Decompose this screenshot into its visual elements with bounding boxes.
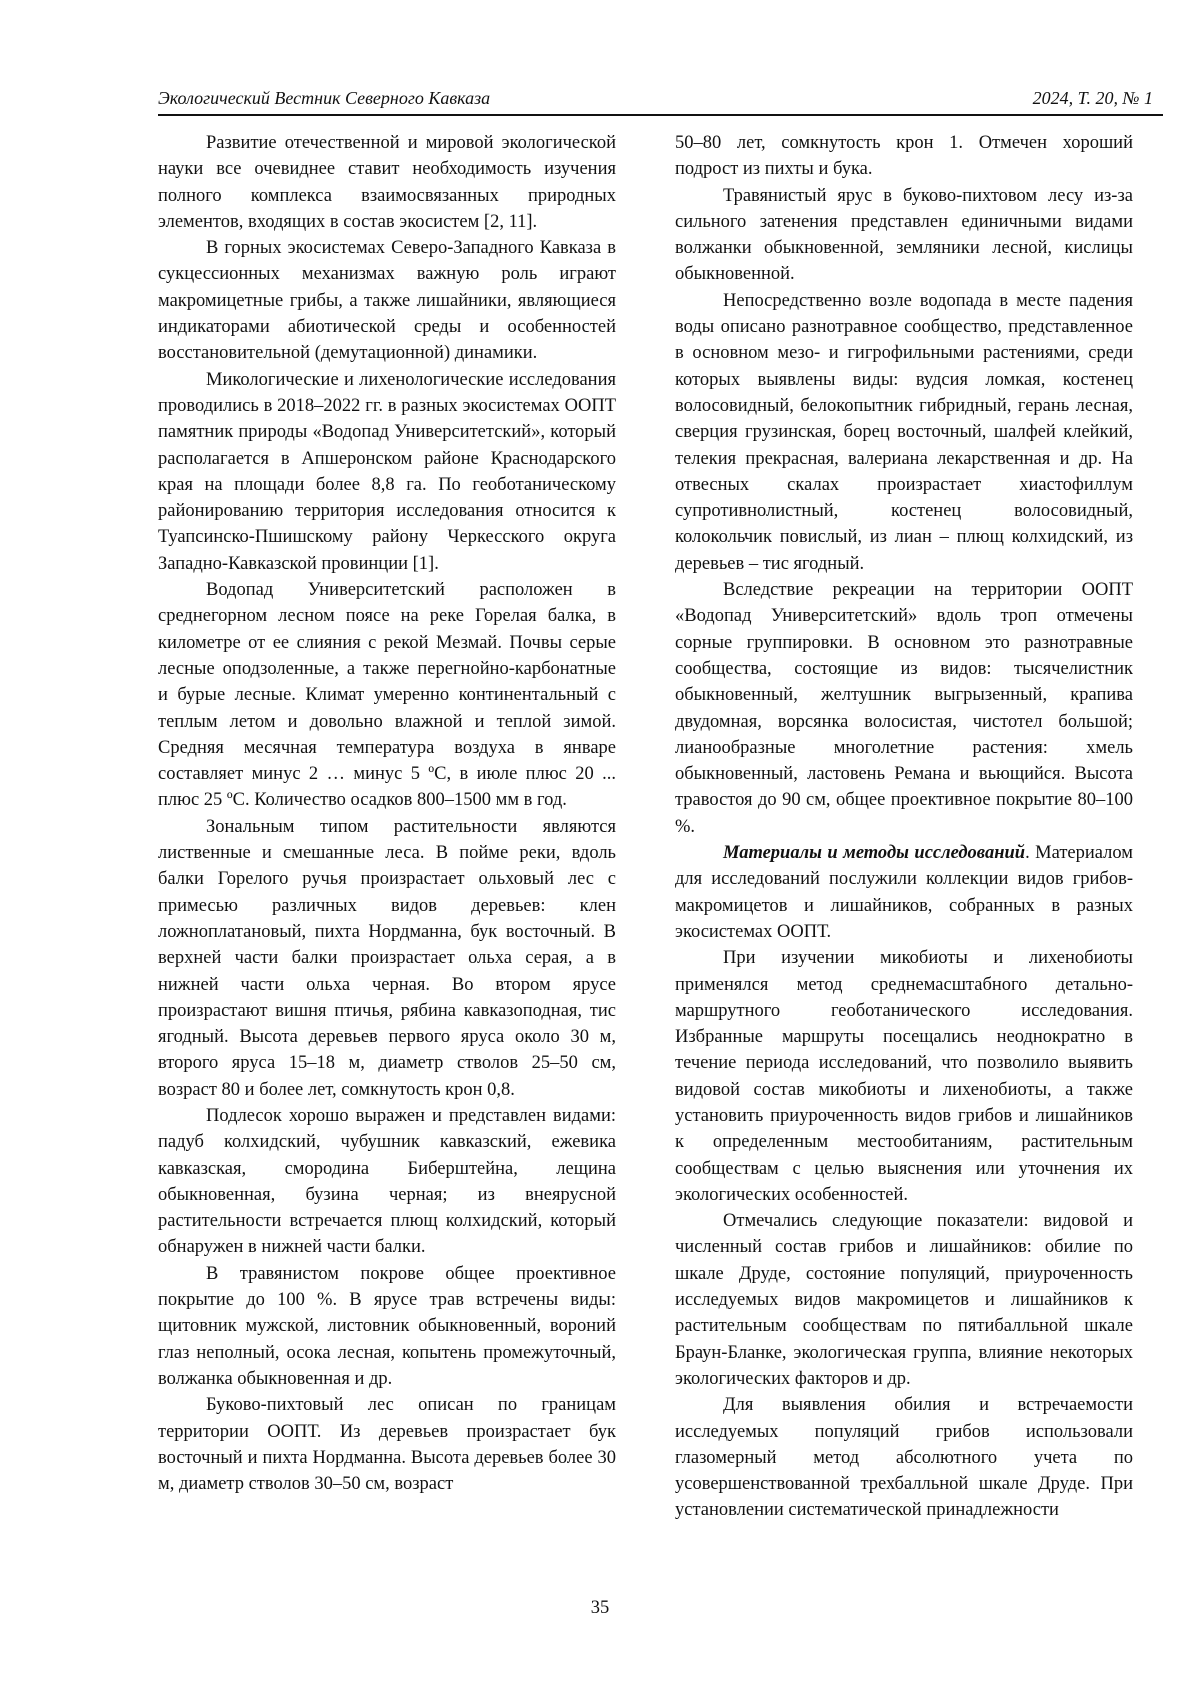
journal-title: Экологический Вестник Северного Кавказа xyxy=(158,88,491,108)
paragraph: Подлесок хорошо выражен и представлен видами: падуб колхидский, чубушник кавказский, ежевика кавказская, смородина Биберштейна, лещина обыкновенная, бузина черная; из внеярусной растительности встречается плющ колхидский, который обнаружен в нижней части балки. xyxy=(158,1105,616,1258)
paragraph: Отмечались следующие показатели: видовой и численный состав грибов и лишайников: обилие по шкале Друде, состояние популяций, приуроченность исследуемых видов макромицетов и лишайников к растительным сообществам по пятибалльной шкале Браун-Бланке, экологическая группа, влияние некоторых экологических факторов и др. xyxy=(675,1211,1133,1389)
paragraph: Буково-пихтовый лес описан по границам территории ООПТ. Из деревьев произрастает бук восточный и пихта Нордманна. Высота деревьев более 30 м, диаметр стволов 30–50 см, возраст xyxy=(158,1395,616,1495)
methods-paragraph xyxy=(675,840,1133,945)
running-header xyxy=(158,84,1163,116)
paragraph: Непосредственно возле водопада в месте падения воды описано разнотравное сообщество, представленное в основном мезо- и гигрофильными растениями, среди которых выявлены виды: вудсия ломкая, костенец волосовидный, белокопытник гибридный, герань лесная, сверция грузинская, борец восточный, шалфей клейкий, телекия прекрасная, валериана лекарственная и др. На отвесных скалах произрастает хиастофиллум супротивнолистный, костенец волосовидный, колокольчик повислый, из лиан – плющ колхидский, из деревьев – тис ягодный. xyxy=(675,290,1133,574)
page-number: 35 xyxy=(590,1598,610,1618)
paragraph: В травянистом покрове общее проективное покрытие до 100 %. В ярусе трав встречены виды: щитовник мужской, листовник обыкновенный, вороний глаз неполный, осока лесная, копытень промежуточный, волжанка обыкновенная и др. xyxy=(158,1263,616,1389)
paragraph: Вследствие рекреации на территории ООПТ «Водопад Университетский» вдоль троп отмечены сорные группировки. В основном это разнотравные сообщества, состоящие из видов: тысячелистник обыкновенный, желтушник выгрызенный, крапива двудомная, ворсянка волосистая, чистотел большой; лианообразные многолетние растения: хмель обыкновенный, ластовень Ремана и вьющийся. Высота травостоя до 90 см, общее проективное покрытие 80–100 %. xyxy=(675,580,1133,837)
paragraph: Водопад Университетский расположен в среднегорном лесном поясе на реке Горелая балка, в километре от ее слияния с рекой Мезмай. Почвы серые лесные оподзоленные, а также перегнойно-карбонатные и бурые лесные. Климат умеренно континентальный с теплым летом и довольно влажной и теплой зимой. Средняя месячная температура воздуха в январе составляет минус 2 … минус 5 ºС, в июле плюс 20 ... плюс 25 ºС. Количество осадков 800–1500 мм в год. xyxy=(158,580,616,811)
paragraph: При изучении микобиоты и лихенобиоты применялся метод среднемасштабного детально-маршрутного геоботанического исследования. Избранные маршруты посещались неоднократно в течение периода исследований, что позволило выявить видовой состав микобиоты и лихенобиоты, а также установить приуроченность видов грибов и лишайников к определенным местообитаниям, растительным сообществам с целью выяснения или уточнения их экологических особенностей. xyxy=(675,948,1133,1205)
left-column xyxy=(158,130,616,1497)
right-column xyxy=(675,130,1133,1524)
paragraph: Микологические и лихенологические исследования проводились в 2018–2022 гг. в разных экосистемах ООПТ памятник природы «Водопад Университетский», который располагается в Апшеронском районе Краснодарского края на площади более 8,8 га. По геоботаническому районированию территория исследования относится к Туапсинско-Пшишскому району Черкесского округа Западно-Кавказской провинции [1]. xyxy=(158,369,616,574)
issue-info: 2024, Т. 20, № 1 xyxy=(1032,88,1153,108)
paragraph: Для выявления обилия и встречаемости исследуемых популяций грибов использовали глазомерный метод абсолютного учета по усовершенствованной трехбалльной шкале Друде. При установлении систематической принадлежности xyxy=(675,1395,1133,1521)
paragraph: Развитие отечественной и мировой экологической науки все очевиднее ставит необходимость изучения полного комплекса взаимосвязанных природных элементов, входящих в состав экосистем [2, 11]. xyxy=(158,133,616,232)
paragraph: Зональным типом растительности являются лиственные и смешанные леса. В пойме реки, вдоль балки Горелого ручья произрастает ольховый лес с примесью различных видов деревьев: клен ложноплатановый, пихта Нордманна, бук восточный. В верхней части балки произрастает ольха серая, а в нижней части ольха черная. Во втором ярусе произрастают вишня птичья, рябина кавказоподная, тис ягодный. Высота деревьев первого яруса около 30 м, второго яруса 15–18 м, диаметр стволов 25–50 см, возраст 80 и более лет, сомкнутость крон 0,8. xyxy=(158,816,616,1100)
methods-text: . Материалом для исследований послужили коллекции видов грибов-макромицетов и лишайников, собранных в разных экосистемах ООПТ. xyxy=(675,843,1133,942)
section-heading: Материалы и методы исследований xyxy=(723,843,1026,864)
paragraph: Травянистый ярус в буково-пихтовом лесу из-за сильного затенения представлен единичными видами волжанки обыкновенной, земляники лесной, кислицы обыкновенной. xyxy=(675,185,1133,285)
paragraph-continuation: 50–80 лет, сомкнутость крон 1. Отмечен хороший подрост из пихты и бука. xyxy=(675,133,1133,180)
paragraph: В горных экосистемах Северо-Западного Кавказа в сукцессионных механизмах важную роль играют макромицетные грибы, а также лишайники, являющиеся индикаторами абиотической среды и особенностей восстановительной (демутационной) динамики. xyxy=(158,238,616,364)
